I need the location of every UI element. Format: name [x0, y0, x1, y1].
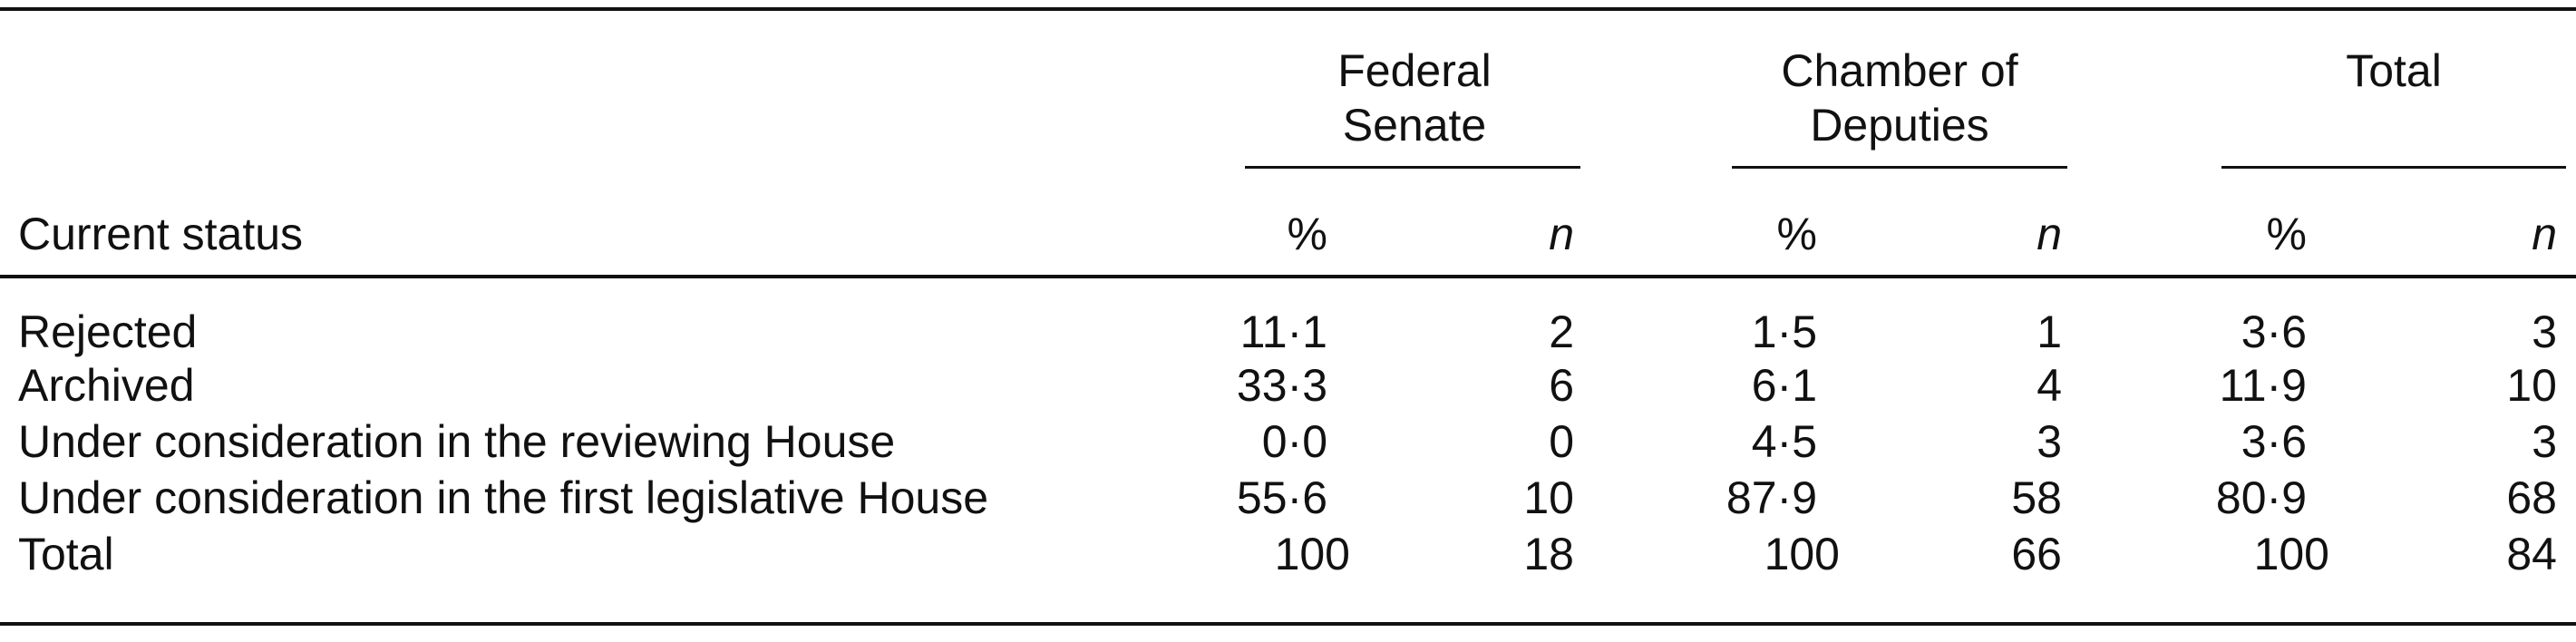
table-cell: 55·6: [1236, 472, 1327, 523]
stub-header: Current status: [18, 209, 304, 259]
table-cell: 100: [1764, 529, 1840, 579]
row-label: Rejected: [18, 306, 198, 357]
header-rule: [0, 275, 2576, 278]
subheader-deputies-n: n: [2036, 209, 2062, 259]
subheader-total-percent: %: [2266, 209, 2307, 259]
table-cell: 100: [2253, 529, 2329, 579]
group-header-chamber-of-deputies: [1727, 44, 2072, 152]
group-header-line2: Deputies: [1810, 100, 1989, 151]
table-cell: 87·9: [1725, 472, 1817, 523]
subheader-senate-n: n: [1549, 209, 1574, 259]
subheader-total-n: n: [2532, 209, 2557, 259]
row-label: Total: [18, 529, 114, 579]
table-cell: 11·1: [1239, 306, 1327, 357]
table-cell: 3: [2532, 416, 2557, 467]
table-cell: 68: [2506, 472, 2557, 523]
group-header-line1: Federal: [1337, 45, 1492, 96]
table-cell: 2: [1549, 306, 1574, 357]
subheader-deputies-percent: %: [1776, 209, 1817, 259]
bottom-rule: [0, 622, 2576, 626]
span-rule-federal-senate: [1245, 166, 1580, 169]
table-cell: 0: [1549, 416, 1574, 467]
span-rule-total: [2221, 166, 2566, 169]
table-cell: 6: [1549, 360, 1574, 411]
table-cell: 3: [2532, 306, 2557, 357]
row-label: Under consideration in the first legislative House: [18, 472, 988, 523]
table-cell: 6·1: [1751, 360, 1817, 411]
table-cell: 66: [2011, 529, 2062, 579]
table-cell: 58: [2011, 472, 2062, 523]
table-cell: 4: [2036, 360, 2062, 411]
table-cell: 100: [1274, 529, 1350, 579]
group-header-federal-senate: [1242, 44, 1587, 152]
row-label: Under consideration in the reviewing House: [18, 416, 896, 467]
group-header-total: [2221, 44, 2566, 98]
group-header-line2: Senate: [1342, 100, 1487, 151]
table-cell: 1·5: [1751, 306, 1817, 357]
table-cell: 10: [2506, 360, 2557, 411]
subheader-senate-percent: %: [1287, 209, 1327, 259]
table-cell: 4·5: [1751, 416, 1817, 467]
top-rule: [0, 7, 2576, 11]
row-label: Archived: [18, 360, 195, 411]
table-cell: 80·9: [2215, 472, 2307, 523]
table-cell: 18: [1523, 529, 1574, 579]
table-cell: 3: [2036, 416, 2062, 467]
group-header-line2: Total: [2346, 45, 2442, 96]
span-rule-chamber-of-deputies: [1732, 166, 2067, 169]
table-cell: 33·3: [1236, 360, 1327, 411]
group-header-line1: Chamber of: [1781, 45, 2018, 96]
table-cell: 1: [2036, 306, 2062, 357]
table-cell: 84: [2506, 529, 2557, 579]
table-cell: 3·6: [2241, 416, 2307, 467]
table-cell: 10: [1523, 472, 1574, 523]
table-cell: 0·0: [1261, 416, 1327, 467]
table-cell: 3·6: [2241, 306, 2307, 357]
table-cell: 11·9: [2219, 360, 2307, 411]
